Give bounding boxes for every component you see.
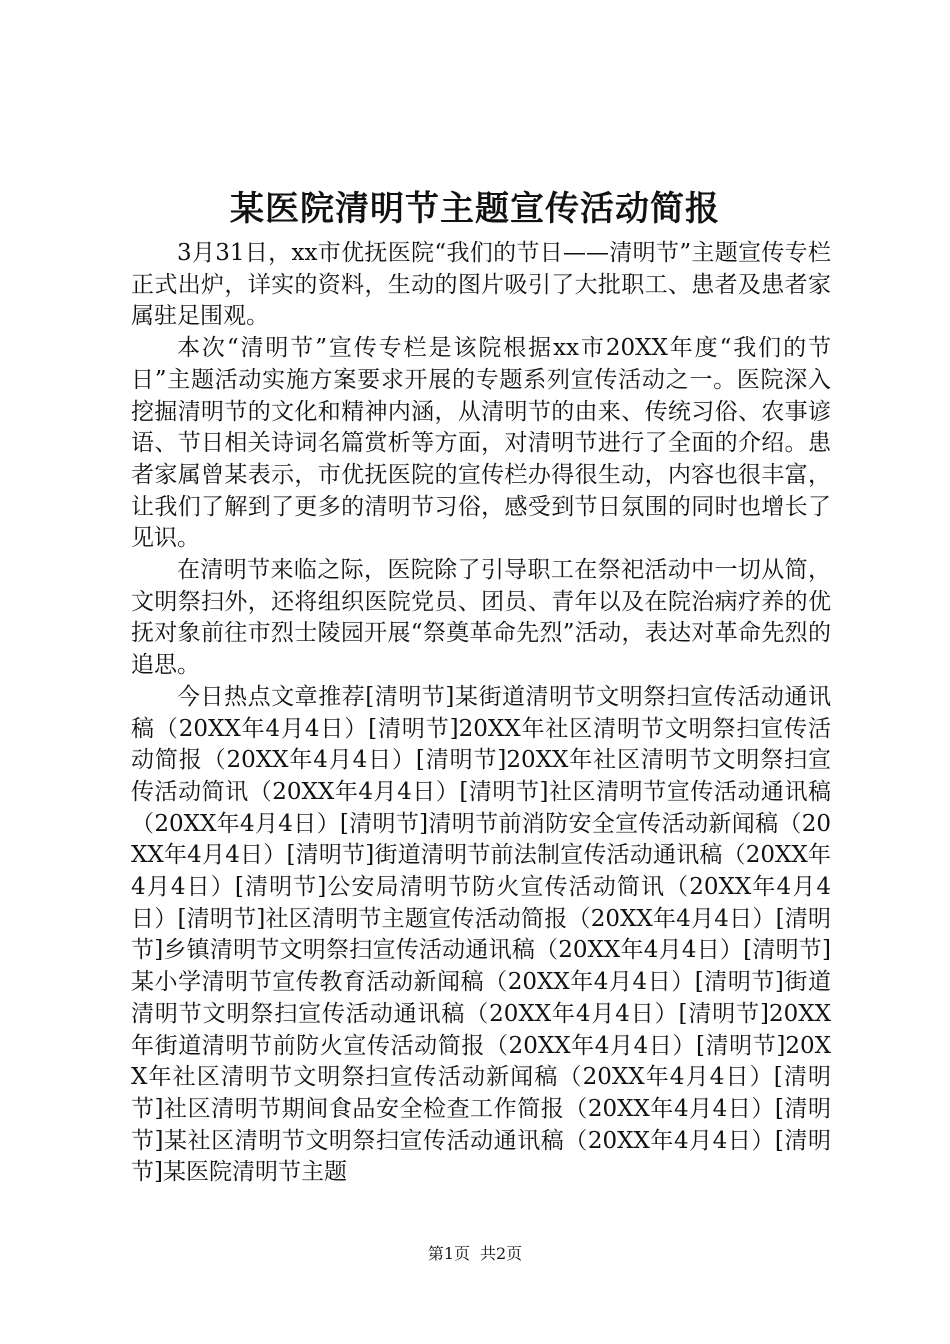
document-body bbox=[131, 238, 831, 1189]
paragraph-column-description: 本次“清明节”宣传专栏是该院根据xx市20XX年度“我们的节日”主题活动实施方案要求开展的专题系列宣传活动之一。医院深入挖掘清明节的文化和精神内涵，从清明节的由来、传统习俗、农事谚语、节日相关诗词名篇赏析等方面，对清明节进行了全面的介绍。患者家属曾某表示，市优抚医院的宣传栏办得很生动，内容也很丰富，让我们了解到了更多的清明节习俗，感受到节日氛围的同时也增长了见识。 bbox=[131, 335, 831, 552]
page-footer bbox=[0, 1243, 950, 1265]
document-title: 某医院清明节主题宣传活动简报 bbox=[230, 189, 720, 229]
paragraph-activity: 在清明节来临之际，医院除了引导职工在祭祀活动中一切从简，文明祭扫外，还将组织医院党员、团员、青年以及在院治病疗养的优抚对象前往市烈士陵园开展“祭奠革命先烈”活动，表达对革命先烈的追思。 bbox=[131, 557, 831, 679]
page-total: 共2页 bbox=[480, 1244, 523, 1263]
paragraph-intro: 3月31日，xx市优抚医院“我们的节日——清明节”主题宣传专栏正式出炉，详实的资料，生动的图片吸引了大批职工、患者及患者家属驻足围观。 bbox=[131, 240, 831, 330]
paragraph-recommended-articles: 今日热点文章推荐[清明节]某街道清明节文明祭扫宣传活动通讯稿（20XX年4月4日）[清明节]20XX年社区清明节文明祭扫宣传活动简报（20XX年4月4日）[清明节]20XX年社区清明节文明祭扫宣传活动简讯（20XX年4月4日）[清明节]社区清明节宣传活动通讯稿（20XX年4月4日）[清明节]清明节前消防安全宣传活动新闻稿（20XX年4月4日）[清明节]街道清明节前法制宣传活动通讯稿（20XX年4月4日）[清明节]公安局清明节防火宣传活动简讯（20XX年4月4日）[清明节]社区清明节主题宣传活动简报（20XX年4月4日）[清明节]乡镇清明节文明祭扫宣传活动通讯稿（20XX年4月4日）[清明节]某小学清明节宣传教育活动新闻稿（20XX年4月4日）[清明节]街道清明节文明祭扫宣传活动通讯稿（20XX年4月4日）[清明节]20XX年街道清明节前防火宣传活动简报（20XX年4月4日）[清明节]20XX年社区清明节文明祭扫宣传活动新闻稿（20XX年4月4日）[清明节]社区清明节期间食品安全检查工作简报（20XX年4月4日）[清明节]某社区清明节文明祭扫宣传活动通讯稿（20XX年4月4日）[清明节]某医院清明节主题 bbox=[131, 683, 831, 1186]
page-number: 第1页 bbox=[427, 1244, 470, 1263]
